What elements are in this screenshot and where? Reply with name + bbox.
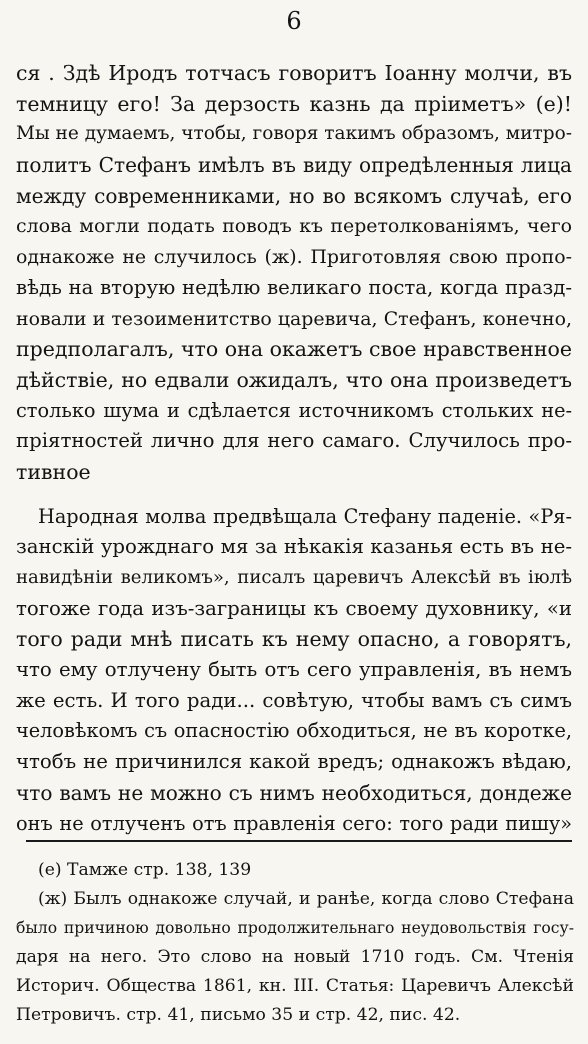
text-line: чтобъ не причинился какой вредъ; однакожъ вѣдаю, [16, 750, 572, 774]
text-line: дѣйствіе, но едвали ожидалъ, что она произведетъ [16, 367, 572, 392]
paragraph-gap [16, 488, 572, 502]
text-line: онъ не отлученъ отъ правленія сего: того ради пишу» [16, 811, 572, 835]
footnote-line: (ж) Былъ однакоже случай, и ранѣе, когда слово Стефана [38, 889, 574, 909]
text-line: пріятностей лично для него самаго. Случилось про- [16, 429, 572, 453]
paragraph [16, 502, 572, 840]
text-line: же есть. И того ради... совѣтую, чтобы вамъ съ симъ [16, 688, 572, 712]
footnote-e [16, 856, 574, 885]
page-number: 6 [286, 7, 302, 35]
text-line: занскій урожднаго мя за нѣкакія казанья есть въ не- [16, 535, 572, 559]
text-line: того ради мнѣ писать къ нему опасно, а говорятъ, [16, 627, 572, 652]
text-line: вѣдь на вторую недѣлю великаго поста, когда празд- [16, 275, 572, 299]
text-line: новали и тезоименитство царевича, Стефанъ, конечно, [16, 307, 572, 330]
text-line: слова могли подать поводъ къ перетолкованіямъ, чего [16, 215, 572, 238]
footnote-line: было причиною довольно продолжительнаго неудовольствія госу- [16, 919, 574, 937]
text-line: однакоже не случилось (ж). Приготовляя свою пропо- [16, 246, 572, 269]
text-line: что ему отлучену быть отъ сего управленія, въ немъ [16, 658, 572, 682]
text-line: ся . Здѣ Иродъ тотчасъ говоритъ Іоанну молчи, въ [16, 61, 572, 85]
text-line: тогоже года изъ-заграницы къ своему духовнику, «и [16, 596, 572, 620]
footnote-line: (е) Тамже стр. 138, 139 [38, 860, 252, 880]
text-line: столько шума и сдѣлается источникомъ стольких не- [16, 398, 572, 422]
main-text [16, 58, 572, 839]
text-line: тивное [16, 459, 91, 484]
footnote-line: Историч. Общества 1861, кн. III. Статья: Царевичъ Алексѣй [16, 976, 574, 996]
text-line: предполагалъ, что она окажетъ свое нравственное [16, 337, 572, 362]
text-line: навидѣніи великомъ», писалъ царевичъ Алексѣй въ іюлѣ [16, 567, 572, 588]
text-line: человѣкомъ съ опасностію обходиться, не въ коротке, [16, 719, 572, 743]
paragraph [16, 58, 572, 488]
footnotes [16, 856, 574, 1030]
footnote-zh [16, 885, 574, 1030]
footnote-line: Петровичъ. стр. 41, письмо 35 и стр. 42, пис. 42. [16, 1005, 461, 1025]
text-line: Народная молва предвѣщала Стефану паденіе. «Ря- [38, 504, 572, 528]
footnote-line: даря на него. Это слово на новый 1710 годъ. См. Чтенія [16, 947, 574, 967]
text-line: между современниками, но во всякомъ случаѣ, его [16, 183, 572, 208]
text-line: Мы не думаемъ, чтобы, говоря такимъ образомъ, митро- [16, 123, 572, 145]
text-line: политъ Стефанъ имѣлъ въ виду опредѣленныя лица [16, 153, 572, 178]
footnote-divider [26, 840, 572, 842]
text-line: что вамъ не можно съ нимъ необходиться, дондеже [16, 780, 572, 805]
text-line: темницу его! За дерзость казнь да пріиметъ» (е)! [16, 91, 572, 116]
